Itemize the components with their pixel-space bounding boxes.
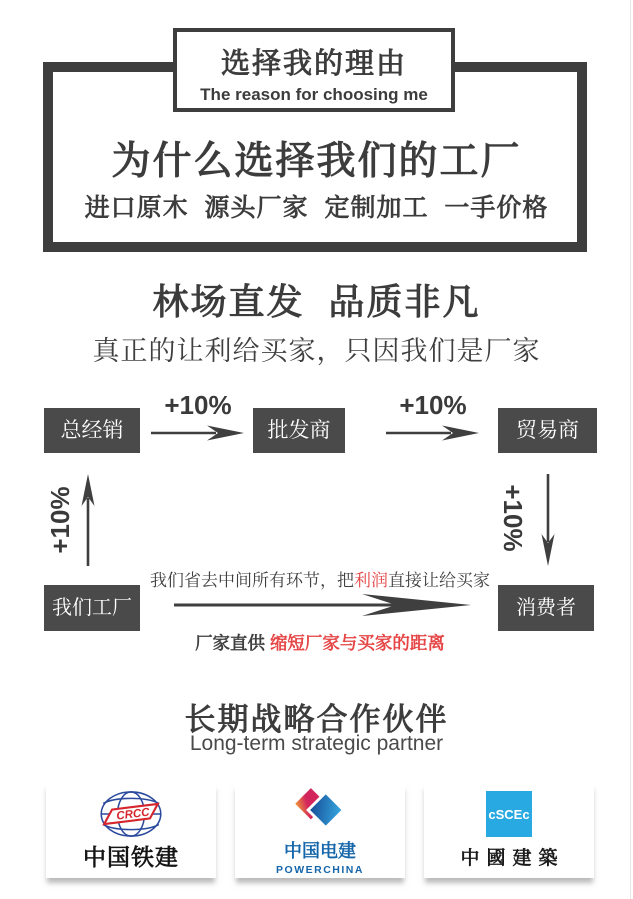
flow-node-trader: 贸易商 — [498, 408, 597, 453]
cscec-square-icon — [486, 791, 532, 837]
partner-card-crcc — [46, 783, 216, 878]
arrow-right-icon — [150, 424, 246, 442]
direct-supply-pre: 厂家直供 — [195, 633, 270, 653]
hero-subtitle: 真正的让利给买家，只因我们是厂家 — [92, 336, 541, 366]
arrow-right-icon — [385, 424, 481, 442]
partner-name: 中国电建 — [284, 840, 356, 861]
cscec-glyph-text: cSCEc — [488, 806, 530, 822]
flow-node-consumer: 消费者 — [498, 585, 594, 631]
flow-node-wholesaler: 批发商 — [253, 408, 345, 453]
hero-title: 林场直发 品质非凡 — [152, 281, 481, 322]
crcc-globe-icon — [98, 790, 164, 838]
factory-to-consumer-arrow-icon — [172, 592, 474, 618]
direct-supply-highlight: 缩短厂家与买家的距离 — [269, 633, 445, 653]
arrow-down-icon — [539, 472, 557, 568]
page-subtitle: 进口原木 源头厂家 定制加工 一手价格 — [84, 194, 549, 222]
partners-subtitle: Long-term strategic partner — [189, 732, 444, 755]
increment-label-2: +10% — [399, 390, 467, 420]
flow-node-distributor: 总经销 — [44, 408, 140, 453]
partners-title: 长期战略合作伙伴 — [184, 702, 449, 737]
profit-message-pre: 我们省去中间所有环节，把 — [150, 571, 354, 590]
profit-message-highlight: 利润 — [354, 571, 388, 590]
direct-supply-caption — [147, 630, 493, 655]
profit-message-post: 直接让给买家 — [388, 571, 490, 590]
powerchina-diamond-icon — [289, 786, 351, 836]
profit-message — [147, 566, 493, 591]
increment-label-down: +10% — [498, 484, 528, 552]
partner-name: 中国铁建 — [83, 843, 179, 870]
page-title: 为什么选择我们的工厂 — [111, 140, 522, 183]
flow-node-our-factory: 我们工厂 — [44, 585, 140, 631]
increment-label-up: +10% — [45, 486, 75, 554]
increment-label-1: +10% — [164, 390, 232, 420]
partner-card-powerchina — [235, 783, 405, 878]
badge-title: 选择我的理由 — [220, 48, 407, 80]
partner-card-cscec — [424, 783, 594, 878]
crcc-brand-text: CRCC — [115, 806, 151, 823]
badge-subtitle: The reason for choosing me — [200, 85, 428, 104]
powerchina-brand-text: POWERCHINA — [276, 863, 364, 876]
arrow-up-icon — [79, 472, 97, 568]
partner-name: 中國建築 — [460, 848, 565, 869]
reason-badge — [173, 28, 455, 112]
